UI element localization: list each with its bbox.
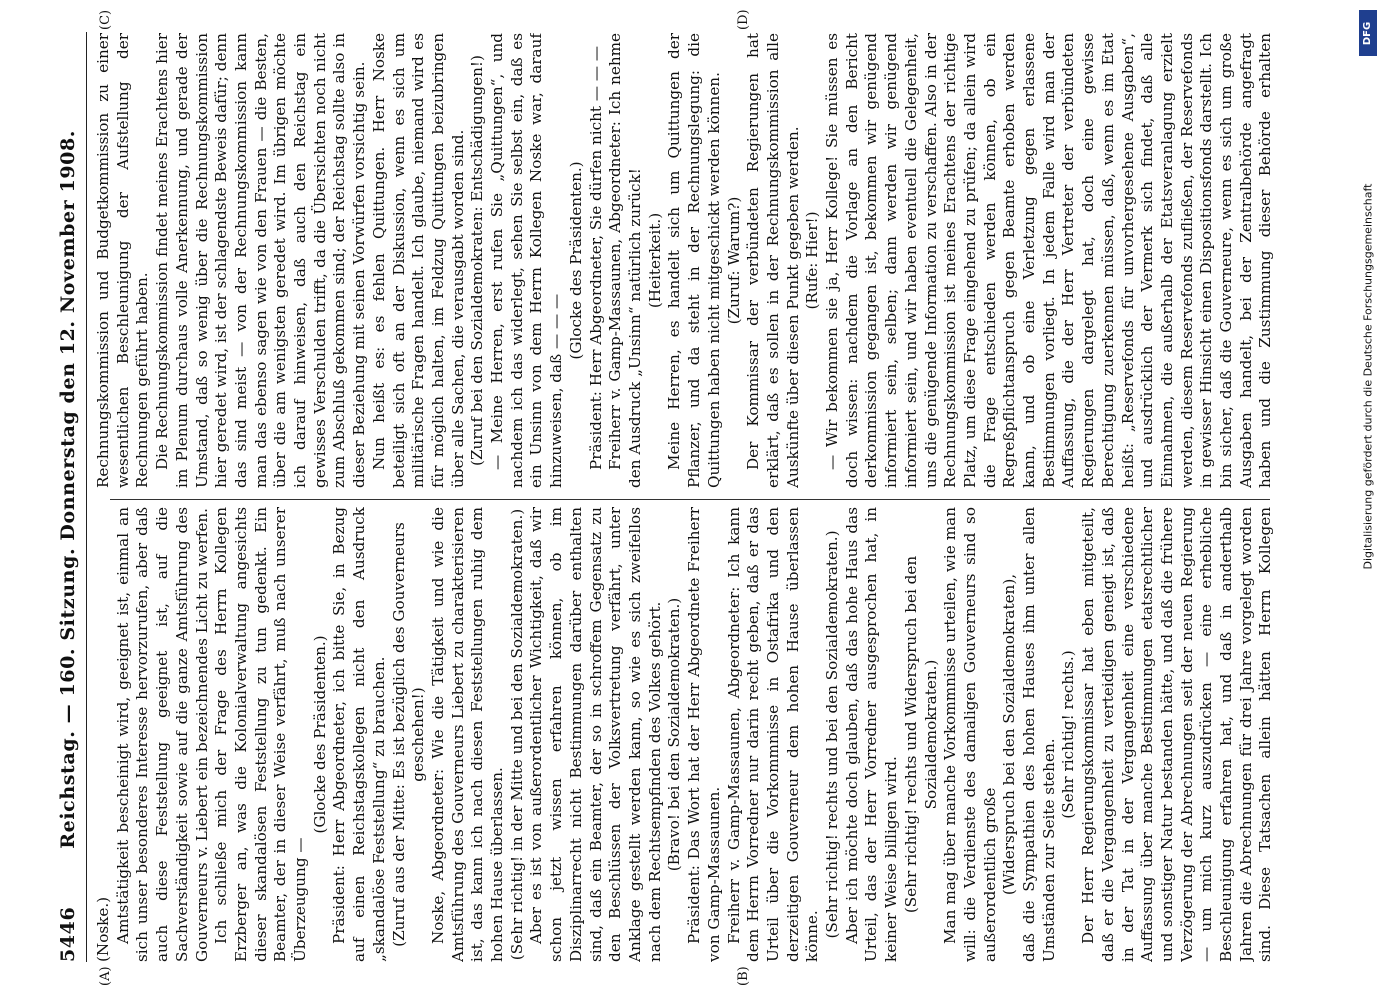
header-rule <box>86 32 87 962</box>
paragraph: Ich schließe mich der Frage des Herrn Kollegen Erzberger an, was die Kolonialverwaltung angesichts dieser skandalösen Feststellung zu tun gedenkt. Ein Beamter, der in dieser Weise verfährt, muß nach unserer Überzeugung — <box>212 507 310 962</box>
paragraph: Nun heißt es: es fehlen Quittungen. Herr Noske beteiligt sich oft an der Diskussion, wenn es sich um militärische Fragen handelt. Ich glaube, niemand wird es für möglich halten, im Feldzug Quittungen beizubringen über alle Sachen, die verausgabt worden sind. <box>369 33 467 488</box>
margin-mark-d: (D) <box>736 9 751 30</box>
stage-direction: (Bravo! bei den Sozialdemokraten.) <box>665 597 684 872</box>
page-header <box>52 32 84 962</box>
dfg-logo: DFG <box>1359 10 1377 56</box>
stage-direction: (Heiterkeit.) <box>645 212 664 309</box>
paragraph: Freiherr v. Gamp-Massaunen, Abgeordneter: Ich kann dem Herrn Vorredner nur darin recht geben, daß er das Urteil über die Vorkommnisse in Ostafrika und den derzeitigen Gouverneur dem hohen Hause überlassen könne. <box>724 507 822 962</box>
page-title: Reichstag. — 160. Sitzung. Donnerstag den 12. November 1908. <box>57 130 79 849</box>
stage-direction: (Zuruf bei den Sozialdemokraten: Entschädigungen!) <box>468 55 487 466</box>
page-number: 5446 <box>57 906 79 962</box>
rotated-page <box>40 0 1340 1000</box>
paragraph: Rechnungskommission und Budgetkommission zu einer wesentlichen Beschleunigung der Aufstellung der Rechnungen geführt haben. <box>94 33 152 488</box>
speaker-tag: (Noske.) <box>94 896 112 962</box>
paragraph: Amtstätigkeit bescheinigt wird, geeignet ist, einmal an sich unser besonderes Interesse hervorzurufen, aber daß auch diese Feststellung geeignet ist, auf die Sachverständigkeit sowie auf die ganze Amtsführung des Gouverneurs v. Liebert ein bezeichnendes Licht zu werfen. <box>113 507 211 962</box>
margin-mark-a: (A) <box>98 966 113 986</box>
stage-direction: (Rufe: Hier!) <box>803 211 822 310</box>
paragraph: Der Kommissar der verbündeten Regierungen hat erklärt, daß es sollen in der Rechnungskommission alle Auskünfte über diesen Punkt gegeben werden. <box>744 33 802 488</box>
left-column <box>94 507 1274 962</box>
stage-direction: (Sehr richtig! rechts und bei den Sozialdemokraten.) <box>823 530 842 939</box>
column-divider <box>110 499 1270 500</box>
paragraph: Man mag über manche Vorkommnisse urteilen, wie man will: die Verdienste des damaligen Gouverneurs sind so außerordentlich große <box>941 507 999 962</box>
paragraph: Die Rechnungskommission findet meines Erachtens hier im Plenum durchaus volle Anerkennung, und gerade der Umstand, daß so wenig über die Rechnungskommission hier geredet wird, ist der schlagendste Beweis dafür; denn das sind meist — von der Rechnungskommission kann man das ebenso sagen wie von den Frauen — die Besten, über die am wenigsten geredet wird. Im übrigen möchte ich darauf hinweisen, daß auch den Reichstag ein gewisses Verschulden trifft, da die Übersichten noch nicht zum Abschluß gekommen sind; der Reichstag sollte also in dieser Beziehung mit seinen Vorwürfen vorsichtig sein. <box>153 33 369 488</box>
paragraph: — Wir bekommen sie ja, Herr Kollege! Sie müssen es doch wissen: nachdem die Vorlage an den Bericht derkommission gegangen ist, bekommen wir genügend informiert sein, selben; dann werden wir genügend informiert sein, und wir haben eventuell die Gelegenheit, uns die genügende Information zu verschaffen. Also in der Rechnungskommission ist meines Erachtens der richtige Platz, um diese Frage eingehend zu prüfen; da allein wird die Frage entschieden werden können, ob ein Regreßpflichtanspruch gegen Beamte erhoben werden kann, und ob eine Verletzung gegen erlassene Bestimmungen vorliegt. In jedem Falle wird man der Auffassung, die der Herr Vertreter der verbündeten Regierungen dargelegt hat, doch eine gewisse Berechtigung zuerkennen müssen, daß, wenn es im Etat heißt: „Reservefonds für unvorhergesehene Ausgaben“, und ausdrücklich der Vermerk sich findet, daß alle Einnahmen, die außerhalb der Etatsveranlagung erzielt werden, diesem Reservefonds zufließen, der Reservefonds in gewisser Hinsicht einen Dispositionsfonds darstellt. Ich bin sicher, daß die Gouverneure, wenn es sich um große Ausgaben handelt, bei der Zentralbehörde angefragt haben und die Zustimmung dieser Behörde erhalten <box>823 33 1274 488</box>
margin-mark-c: (C) <box>98 9 113 30</box>
stage-direction: (Sehr richtig! in der Mitte und bei den Sozialdemokraten.) <box>507 508 526 961</box>
digitization-note: Digitalisierung gefördert durch die Deutsche Forschungsgemeinschaft <box>1361 183 1375 569</box>
stage-direction: (Sehr richtig! rechts.) <box>1059 650 1078 819</box>
margin-mark-b: (B) <box>736 966 751 986</box>
digitization-strip <box>1357 6 1379 996</box>
paragraph: Aber ich möchte doch glauben, daß das hohe Haus das Urteil, das der Herr Vorredner ausgesprochen hat, in keiner Weise billigen wird. <box>842 507 901 962</box>
right-column <box>94 33 1274 488</box>
paragraph: Meine Herren, es handelt sich um Quittungen der Pflanzer, und da steht in der Rechnungslegung: die Quittungen haben nicht mitgeschickt werden können. <box>665 33 723 488</box>
paragraph: Präsident: Das Wort hat der Herr Abgeordnete Freiherr von Gamp-Massaunen. <box>685 507 723 962</box>
paragraph: Der Herr Regierungskommissar hat eben mitgeteilt, daß er die Vergangenheit zu verteidigen geneigt ist, daß in der Tat in der Vergangenheit eine verschiedene Auffassung über manche Bestimmungen etatsrechtlicher und sonstiger Natur bestanden hätte, und daß die frühere Verzögerung der Abrechnungen seit der neuen Regierung — um mich kurz auszudrücken — eine erhebliche Beschleunigung erfahren hat, und daß in anderthalb Jahren die Abrechnungen für drei Jahre vorgelegt worden sind. Diese Tatsachen allein hätten Herrn Kollegen <box>1079 507 1274 962</box>
stage-direction: (Glocke des Präsidenten.) <box>566 161 585 360</box>
paragraph: Freiherr v. Gamp-Massaunen, Abgeordneter: Ich nehme den Ausdruck „Unsinn“ natürlich zurück! <box>606 33 644 488</box>
stage-direction: (Sehr richtig! rechts und Widerspruch bei den Sozialdemokraten.) <box>901 555 940 914</box>
paragraph: Noske, Abgeordneter: Wie die Tätigkeit und wie die Amtsführung des Gouverneurs Liebert zu charakterisieren ist, das kann ich nach diesen Feststellungen ruhig dem hohen Hause überlassen. <box>428 507 507 962</box>
paragraph: Präsident: Herr Abgeordneter, Sie dürfen nicht — — — <box>586 45 605 470</box>
paragraph: Aber es ist von außerordentlicher Wichtigkeit, daß wir schon jetzt wissen erfahren können, ob im Disziplinarrecht nicht Bestimmungen darüber enthalten sind, daß ein Beamter, der so in schroffem Gegensatz zu den Beschlüssen der Volksvertretung verfährt, unter Anklage gestellt werden kann, so wie es sich zweifellos nach dem Rechtsempfinden des Volkes gehört. <box>527 507 664 962</box>
stage-direction: (Glocke des Präsidenten.) <box>310 635 329 834</box>
paragraph: daß die Sympathien des hohen Hauses ihm unter allen Umständen zur Seite stehen. <box>1020 507 1058 962</box>
stage-direction: (Zuruf aus der Mitte: Es ist bezüglich des Gouverneurs geschehen!) <box>389 522 428 947</box>
stage-direction: (Zuruf: Warum?) <box>724 196 743 325</box>
stage-direction: (Widerspruch bei den Sozialdemokraten), <box>1000 573 1019 896</box>
paragraph: — Meine Herren, erst rufen Sie „Quittungen“, und nachdem ich das widerlegt, sehen Sie selbst ein, daß es ein Unsinn von dem Herrn Kollegen Noske war, darauf hinzuweisen, daß — — — <box>488 33 566 488</box>
paragraph: Präsident: Herr Abgeordneter, ich bitte Sie, in Bezug auf einen Reichstagskollegen nicht den Ausdruck „skandalöse Feststellung“ zu brauchen. <box>330 507 388 962</box>
